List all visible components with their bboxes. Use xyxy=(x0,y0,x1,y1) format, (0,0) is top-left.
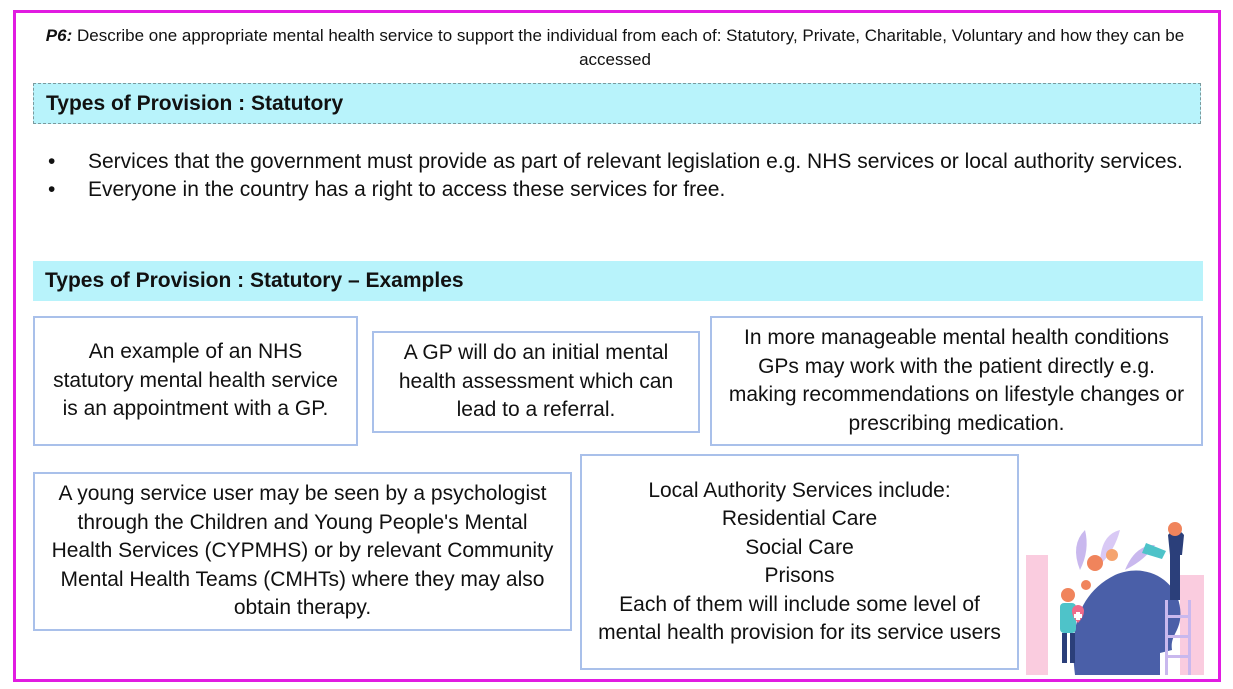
heading-statutory-examples: Types of Provision : Statutory – Examples xyxy=(33,261,1203,301)
bullet-icon: • xyxy=(48,150,56,173)
example-text: In more manageable mental health conditions GPs may work with the patient directly e.g. making recommendations on lifestyle changes or prescribing medication. xyxy=(728,326,1185,435)
example-text: An example of an NHS statutory mental health service is an appointment with a GP. xyxy=(53,340,338,421)
bullet-text: Services that the government must provide as part of relevant legislation e.g. NHS services or local authority services. xyxy=(88,150,1183,173)
heading-statutory: Types of Provision : Statutory xyxy=(33,83,1201,124)
local-authority-note: Each of them will include some level of mental health provision for its service users xyxy=(598,592,1001,644)
task-label: P6: xyxy=(45,26,73,45)
example-box-gp-treatment xyxy=(710,316,1203,446)
bullet-text: Everyone in the country has a right to access these services for free. xyxy=(88,178,726,201)
bullet-icon: • xyxy=(48,178,56,201)
example-box-gp-assessment xyxy=(372,331,700,433)
local-authority-item: Prisons xyxy=(764,564,835,587)
example-text: A GP will do an initial mental health assessment which can lead to a referral. xyxy=(398,341,674,422)
local-authority-item: Social Care xyxy=(745,535,854,559)
local-authority-title: Local Authority Services include: xyxy=(648,478,951,502)
bullet-item xyxy=(48,148,1198,176)
example-text: A young service user may be seen by a psychologist through the Children and Young People's Mental Health Services (CYPMHS) or by relevant Community Mental Health Teams (CMHTs) where they may also obtain therapy. xyxy=(51,482,554,620)
local-authority-item: Residential Care xyxy=(721,507,878,530)
bullet-item xyxy=(48,176,1198,204)
mental-health-head-illustration-icon xyxy=(1020,515,1210,675)
example-box-local-authority xyxy=(580,454,1019,670)
task-text: Describe one appropriate mental health service to support the individual from each of: Statutory, Private, Charitable, Voluntary and how they can be accessed xyxy=(72,26,1185,69)
example-box-cypmhs xyxy=(33,472,572,631)
statutory-bullet-list xyxy=(48,148,1198,204)
example-box-nhs-gp xyxy=(33,316,358,446)
task-prompt xyxy=(40,24,1190,72)
